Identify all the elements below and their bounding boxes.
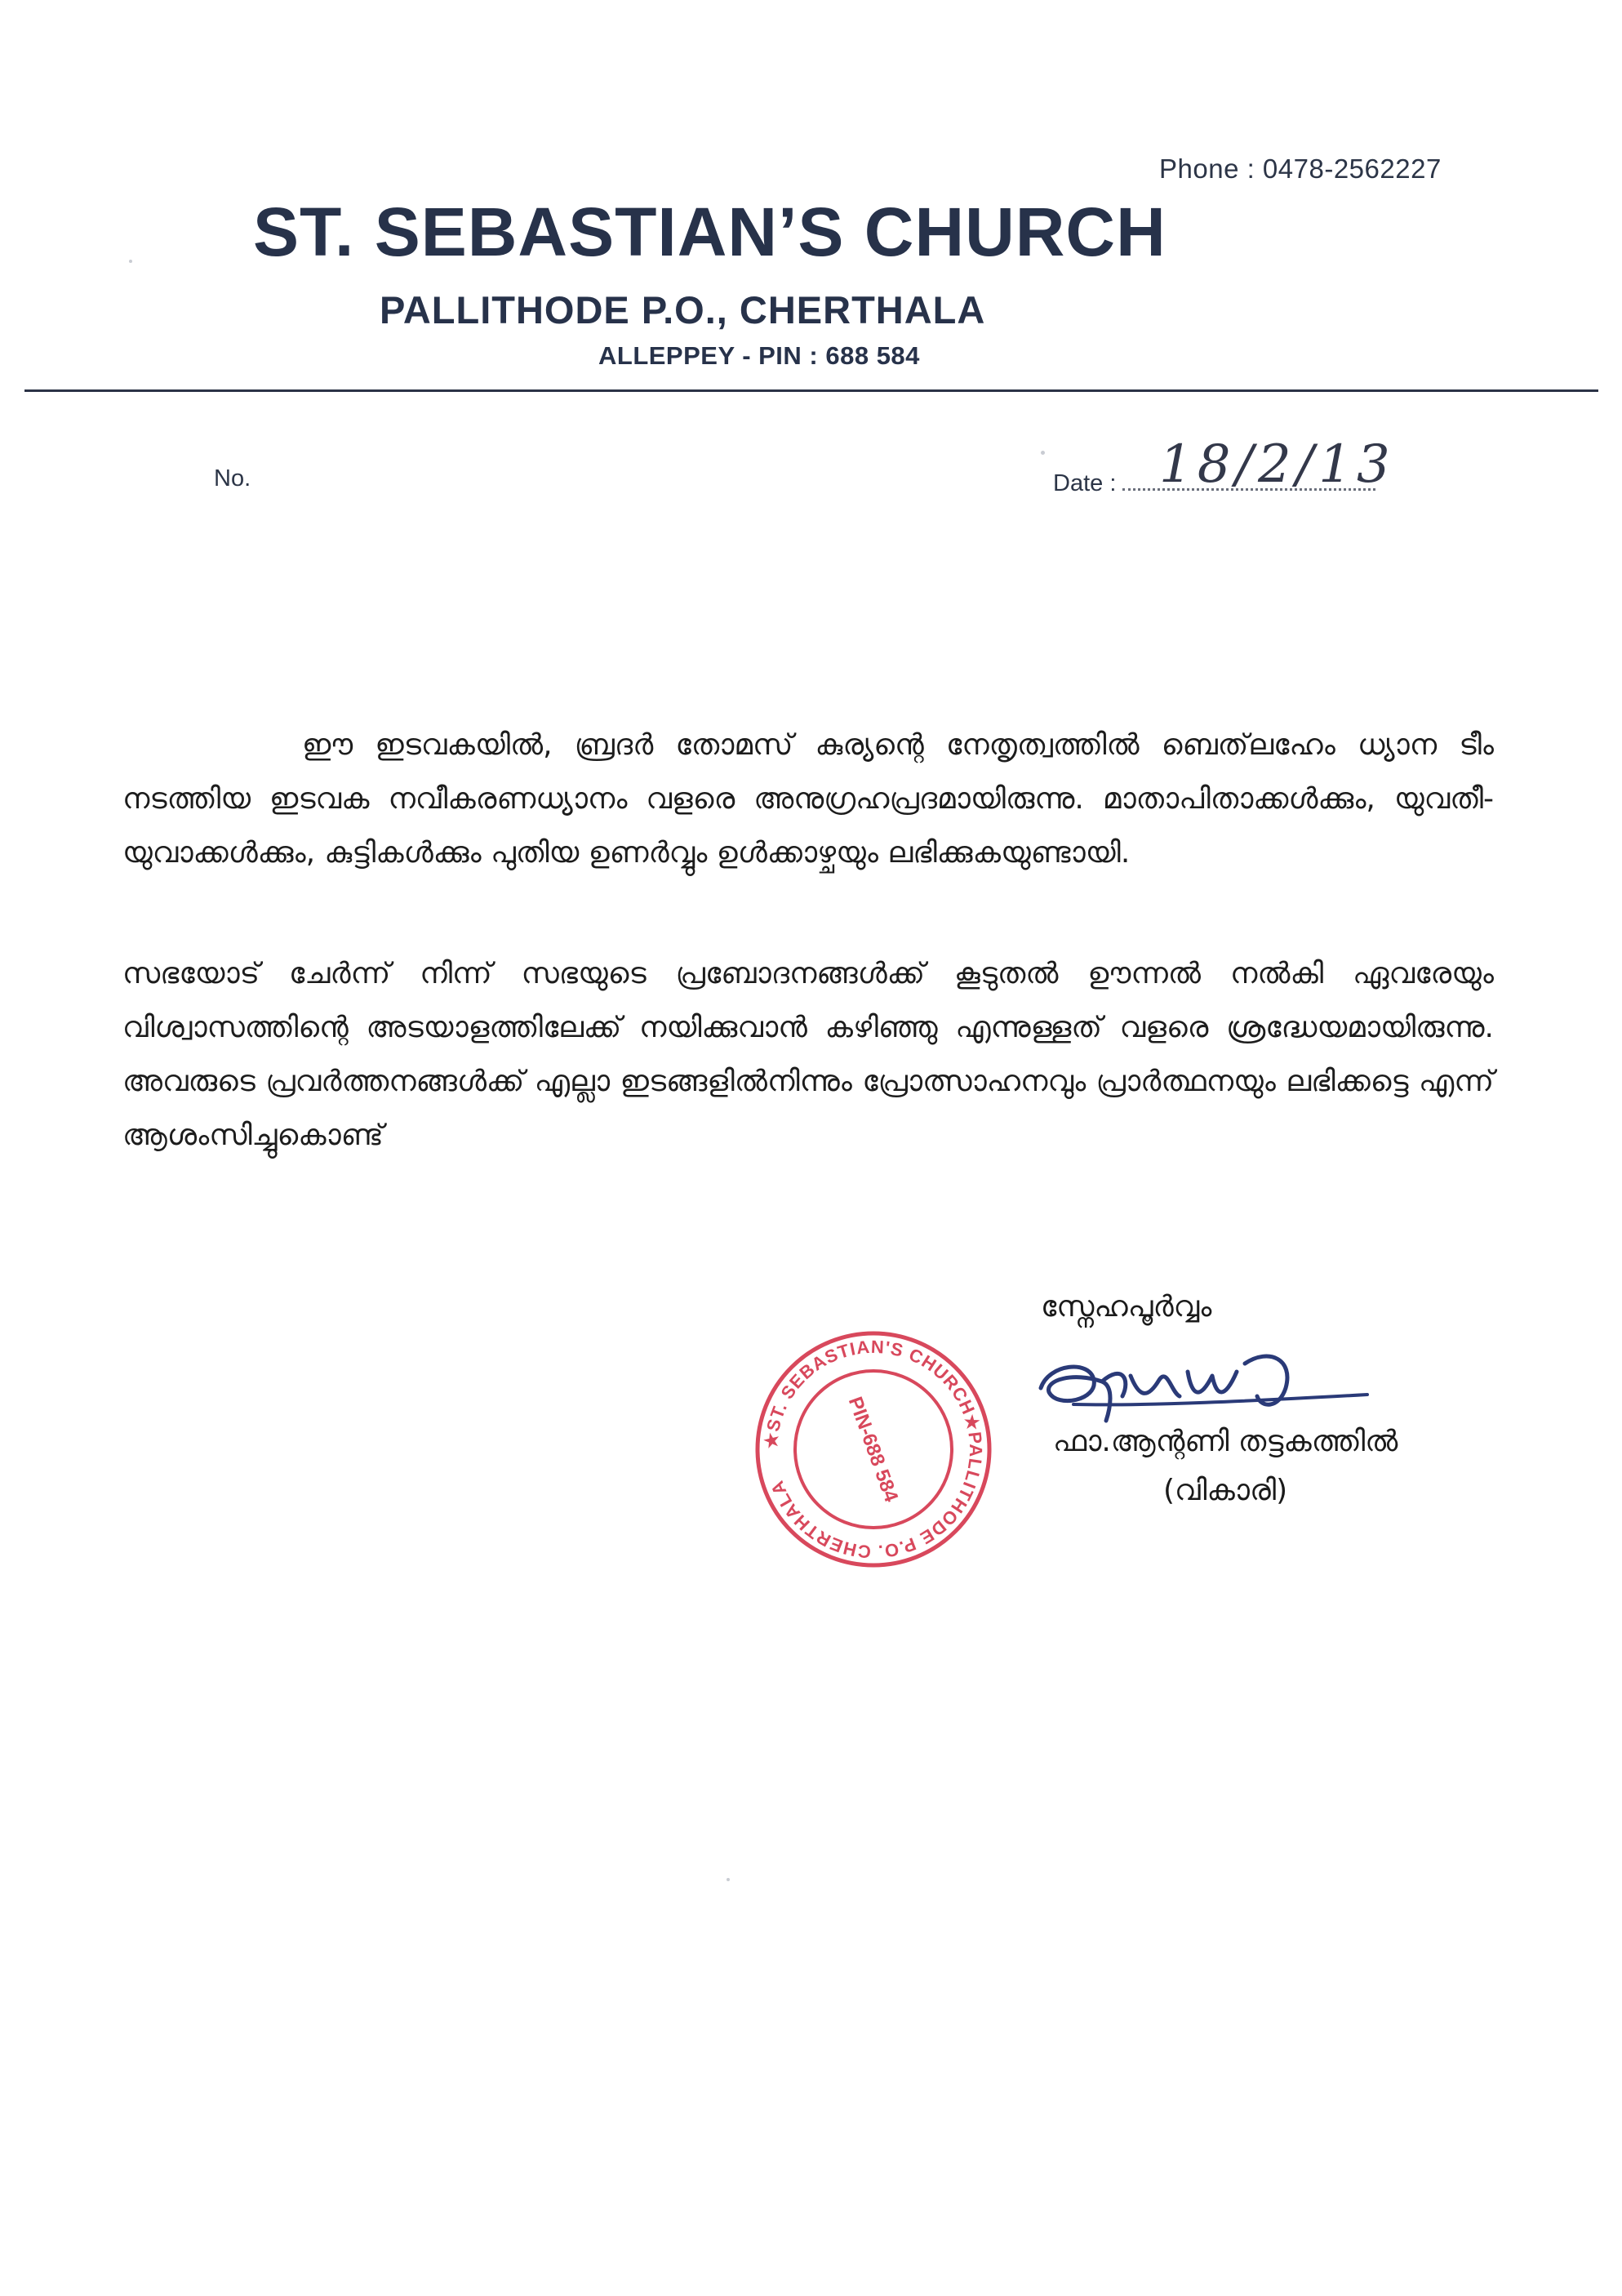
signature — [1024, 1331, 1384, 1437]
scan-speck — [727, 1878, 730, 1881]
reference-number-label: No. — [214, 465, 251, 492]
letterhead-divider — [24, 389, 1598, 392]
svg-text:PIN-688 584: PIN-688 584 — [843, 1394, 903, 1506]
date-label: Date : — [1053, 470, 1117, 496]
handwritten-date: 18/2/13 — [1159, 434, 1395, 495]
church-name: ST. SEBASTIAN’S CHURCH — [253, 194, 1167, 270]
phone-number: Phone : 0478-2562227 — [1159, 154, 1442, 184]
address-line-1: PALLITHODE P.O., CHERTHALA — [380, 288, 986, 331]
scan-speck — [129, 260, 132, 263]
svg-text:★ST. SEBASTIAN'S CHURCH★PALLIT: ★ST. SEBASTIAN'S CHURCH★PALLITHODE P.O. CHERTHALA — [760, 1336, 987, 1563]
address-line-2: ALLEPPEY - PIN : 688 584 — [598, 341, 920, 370]
scan-speck — [1041, 451, 1045, 455]
signer-name: ഫാ.ആന്റണി തട്ടകത്തിൽ — [1053, 1425, 1398, 1458]
church-seal-stamp — [751, 1327, 996, 1572]
signer-title: (വികാരി) — [1163, 1474, 1288, 1507]
body-paragraph-2: സഭയോട് ചേർന്ന് നിന്ന് സഭയുടെ പ്രബോദനങ്ങൾക്ക് കൂടുതൽ ഊന്നൽ നൽകി ഏവരേയും വിശ്വാസത്തിന്റെ അടയാളത്തിലേക്ക് നയിക്കുവാൻ കഴിഞ്ഞു എന്നുള്ളത് വളരെ ശ്രദ്ധേയമായിരുന്നു. അവരുടെ പ്രവർത്തനങ്ങൾക്ക് എല്ലാ ഇടങ്ങളിൽനിന്നും പ്രോത്സാഹനവും പ്രാർത്ഥനയും ലഭിക്കട്ടെ എന്ന് ആശംസിച്ചുകൊണ്ട് — [122, 957, 1494, 1152]
closing-salutation: സ്നേഹപൂർവ്വം — [1041, 1290, 1212, 1324]
body-paragraph-1: ഈ ഇടവകയിൽ, ബ്രദർ തോമസ് കുര്യന്റെ നേതൃത്വത്തിൽ ബെത്‌ലഹേം ധ്യാന ടീം നടത്തിയ ഇടവക നവീകരണധ്യാനം വളരെ അനുഗ്രഹപ്രദമായിരുന്നു. മാതാപിതാക്കൾക്കും, യുവതീ-യുവാക്കൾക്കും, കുട്ടികൾക്കും പുതിയ ഉണർവ്വും ഉൾക്കാഴ്ചയും ലഭിക്കുകയുണ്ടായി. — [122, 728, 1494, 870]
